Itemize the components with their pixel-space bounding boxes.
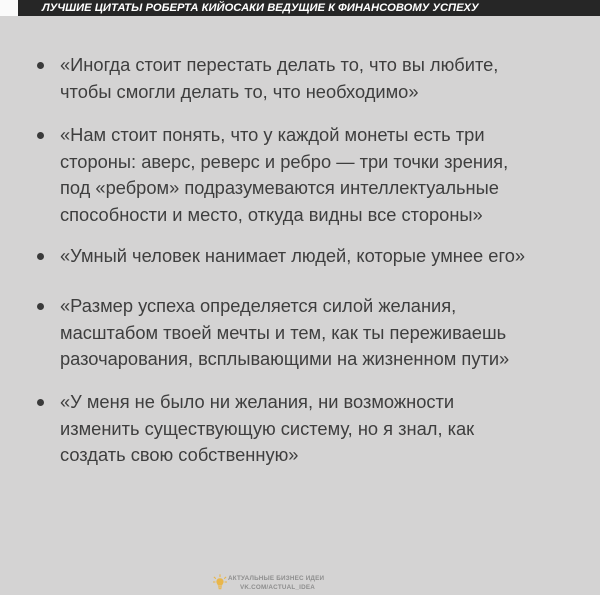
bullet-icon — [37, 132, 44, 139]
brand-name: АКТУАЛЬНЫЕ БИЗНЕС ИДЕИ — [228, 575, 325, 582]
bullet-icon — [37, 399, 44, 406]
quote-text: «Нам стоит понять, что у каждой монеты есть три стороны: аверс, реверс и ребро — три точки зрения, под «ребром» подразумеваются интеллектуальные способности и место, откуда видны все стороны» — [60, 124, 509, 225]
bullet-icon — [37, 303, 44, 310]
quote-item-5 — [60, 389, 585, 469]
quote-item-3 — [60, 243, 585, 270]
lightbulb-icon — [213, 574, 227, 592]
quote-text: «Умный человек нанимает людей, которые умнее его» — [60, 245, 526, 266]
bullet-icon — [37, 253, 44, 260]
quote-item-4 — [60, 293, 585, 373]
quote-text: «У меня не было ни желания, ни возможности изменить существующую систему, но я знал, как создать свою собственную» — [60, 391, 475, 465]
quote-text: «Иногда стоит перестать делать то, что вы любите, чтобы смогли делать то, что необходимо» — [60, 54, 499, 102]
quote-item-1 — [60, 52, 585, 105]
footer-brand — [213, 572, 373, 594]
brand-url: VK.COM/ACTUAL_IDEA — [240, 584, 315, 591]
page-title: ЛУЧШИЕ ЦИТАТЫ РОБЕРТА КИЙОСАКИ ВЕДУЩИЕ К ФИНАНСОВОМУ УСПЕХУ — [42, 2, 479, 14]
bullet-icon — [37, 62, 44, 69]
quote-item-2 — [60, 122, 585, 228]
quote-text: «Размер успеха определяется силой желания, масштабом твоей мечты и тем, как ты переживаешь разочарования, всплывающими на жизненном пути» — [60, 295, 510, 369]
